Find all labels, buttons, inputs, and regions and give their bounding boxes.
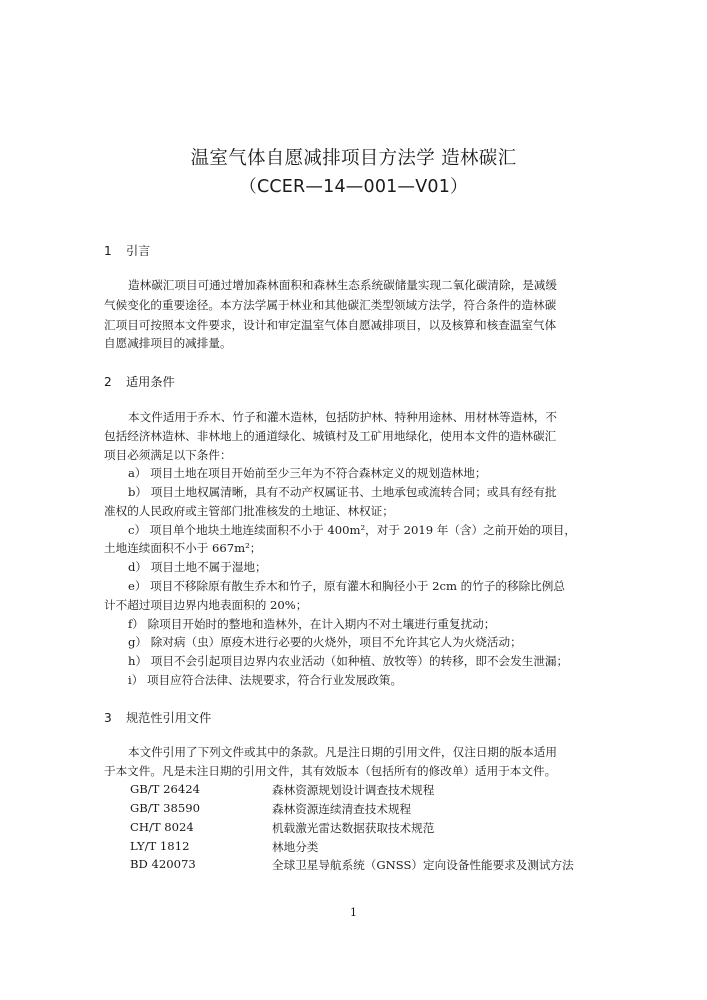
- section-heading-intro: [104, 242, 150, 259]
- paragraph-line: 包括经济林造林、非林地上的通道绿化、城镇村及工矿用地绿化，使用本文件的造林碳汇: [104, 429, 557, 443]
- list-item: f） 除项目开始时的整地和造林外，在计入期内不对土壤进行重复扰动；: [128, 617, 496, 631]
- list-item: g） 除对病（虫）原疫木进行必要的火烧外，项目不允许其它人为火烧活动；: [128, 635, 522, 649]
- list-item-continuation: 计不超过项目边界内地表面积的 20%；: [104, 598, 308, 612]
- section-heading-references: [104, 709, 211, 726]
- list-item: i） 项目应符合法律、法规要求，符合行业发展政策。: [128, 673, 403, 687]
- list-item: c） 项目单个地块土地连续面积不小于 400m²，对于 2019 年（含）之前开始的项目，: [128, 523, 576, 537]
- paragraph-line: 于本文件。凡是未注日期的引用文件，其有效版本（包括所有的修改单）适用于本文件。: [104, 764, 557, 778]
- reference-title: 森林资源规划设计调查技术规程: [272, 783, 435, 797]
- list-item: b） 项目土地权属清晰，具有不动产权属证书、土地承包或流转合同；或具有经有批: [128, 485, 557, 499]
- document-title: 温室气体自愿减排项目方法学 造林碳汇: [190, 148, 517, 169]
- paragraph-line: 项目必须满足以下条件：: [104, 448, 232, 462]
- section-number: 1: [104, 244, 112, 258]
- reference-title: 机载激光雷达数据获取技术规范: [272, 821, 435, 835]
- reference-code: BD 420073: [130, 857, 196, 871]
- section-title: 适用条件: [126, 375, 175, 389]
- section-title: 引言: [126, 244, 151, 258]
- paragraph-line: 汇项目可按照本文件要求，设计和审定温室气体自愿减排项目，以及核算和核查温室气体: [104, 318, 557, 332]
- paragraph-line: 本文件适用于乔木、竹子和灌木造林，包括防护林、特种用途林、用材林等造林，不: [128, 410, 557, 424]
- list-item: d） 项目土地不属于湿地；: [128, 560, 267, 574]
- paragraph-line: 造林碳汇项目可通过增加森林面积和森林生态系统碳储量实现二氧化碳清除，是减缓: [128, 278, 557, 292]
- list-item-continuation: 准权的人民政府或主管部门批准核发的土地证、林权证；: [104, 504, 394, 518]
- paragraph-line: 自愿减排项目的减排量。: [104, 336, 232, 350]
- section-heading-applicability: [104, 373, 175, 390]
- page-number: 1: [350, 906, 357, 919]
- section-number: 3: [104, 711, 112, 725]
- paragraph-line: 气候变化的重要途径。本方法学属于林业和其他碳汇类型领域方法学，符合条件的造林碳: [104, 298, 557, 312]
- reference-title: 森林资源连续清查技术规程: [272, 802, 412, 816]
- reference-title: 林地分类: [272, 840, 319, 854]
- section-title: 规范性引用文件: [126, 711, 212, 725]
- reference-code: CH/T 8024: [130, 820, 194, 834]
- list-item: e） 项目不移除原有散生乔木和竹子，原有灌木和胸径小于 2cm 的竹子的移除比例总: [128, 579, 565, 593]
- reference-title: 全球卫星导航系统（GNSS）定向设备性能要求及测试方法: [272, 858, 574, 872]
- list-item-continuation: 土地连续面积不小于 667m²；: [104, 541, 262, 555]
- reference-code: GB/T 38590: [130, 801, 200, 815]
- section-number: 2: [104, 375, 112, 389]
- list-item: h） 项目不会引起项目边界内农业活动（如种植、放牧等）的转移，即不会发生泄漏；: [128, 654, 569, 668]
- paragraph-line: 本文件引用了下列文件或其中的条款。凡是注日期的引用文件，仅注日期的版本适用: [128, 745, 557, 759]
- reference-code: GB/T 26424: [130, 782, 200, 796]
- reference-code: LY/T 1812: [130, 839, 190, 853]
- document-code: （CCER—14—001—V01）: [239, 177, 468, 197]
- list-item: a） 项目土地在项目开始前至少三年为不符合森林定义的规划造林地；: [128, 466, 487, 480]
